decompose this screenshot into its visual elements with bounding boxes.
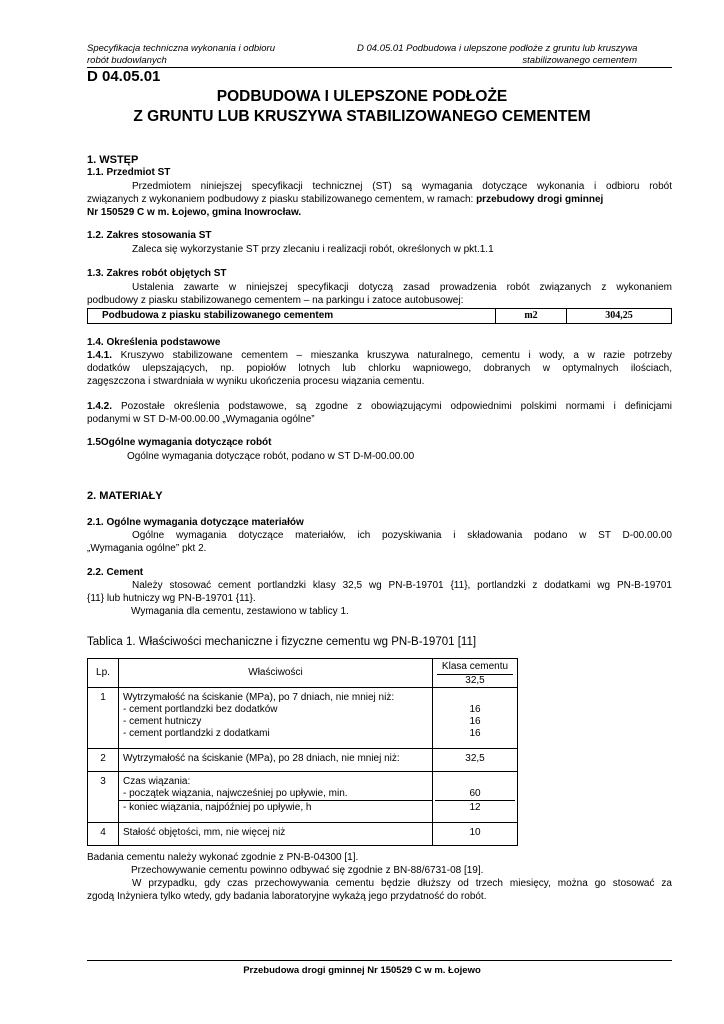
- table-row: 3 Czas wiązania: - początek wiązania, najwcześniej po upływie, min. - koniec wiązania, najpóźniej po upływie, h 60 12: [88, 772, 518, 823]
- section-1-4-2-line2: podanymi w ST D-M-00.00.00 „Wymagania ogólne”: [87, 414, 315, 425]
- section-1-1-line2: związanych z wykonaniem podbudowy z piasku stabilizowanego cementem, w ramach: przebudowy drogi gminnej: [87, 194, 604, 205]
- col-properties-header: Właściwości: [119, 659, 433, 688]
- section-1-4-heading: 1.4. Określenia podstawowe: [87, 337, 221, 348]
- after-line2: Przechowywanie cementu powinno odbywać się zgodnie z BN-88/6731-08 [19].: [131, 865, 484, 876]
- header-divider: [87, 67, 672, 68]
- section-1-2-text: Zaleca się wykorzystanie ST przy zlecaniu i realizacji robót, określonych w pkt.1.1: [132, 244, 494, 255]
- scope-table: [87, 308, 672, 324]
- section-1-4-1-line1: 1.4.1. Kruszywo stabilizowane cementem – mieszanka kruszywa naturalnego, cementu i wody, a w razie potrzeby: [87, 350, 672, 361]
- section-2-2-line1: Należy stosować cement portlandzki klasy 32,5 wg PN-B-19701 {11}, portlandzki z dodatkami wg PN-B-19701: [132, 580, 672, 591]
- col-lp-header: Lp.: [88, 659, 119, 688]
- header-left: Specyfikacja techniczna wykonania i odbioru robót budowlanych: [87, 43, 275, 66]
- footer-divider: [87, 960, 672, 961]
- section-1-2-heading: 1.2. Zakres stosowania ST: [87, 230, 212, 241]
- section-2-2-line2: {11} lub hutniczy wg PN-B-19701 {11}.: [87, 593, 256, 604]
- section-1-4-1-line2: dodatków ulepszających, np. popiołów lotnych lub chlorku wapniowego, dobranych w optymalnych ilościach,: [87, 363, 672, 374]
- header-right: D 04.05.01 Podbudowa i ulepszone podłoże z gruntu lub kruszywa stabilizowanego cementem: [357, 43, 638, 66]
- section-1-heading: 1. WSTĘP: [87, 154, 139, 166]
- after-line1: Badania cementu należy wykonać zgodnie z PN-B-04300 [1].: [87, 852, 359, 863]
- section-1-1-line3: Nr 150529 C w m. Łojewo, gmina Inowrocław.: [87, 207, 302, 218]
- scope-row: [88, 309, 672, 324]
- scope-name: Podbudowa z piasku stabilizowanego cementem: [88, 309, 496, 324]
- section-1-3-heading: 1.3. Zakres robót objętych ST: [87, 268, 227, 279]
- doc-title-line1: PODBUDOWA I ULEPSZONE PODŁOŻE: [216, 88, 508, 105]
- table-row: 1 Wytrzymałość na ściskanie (MPa), po 7 dniach, nie mniej niż: - cement portlandzki bez dodatków - cement hutniczy - cement portlandzki z dodatkami 16 16 16: [88, 688, 518, 749]
- section-1-3-line1: Ustalenia zawarte w niniejszej specyfikacji dotyczą zasad prowadzenia robót związanych z wykonaniem: [132, 282, 672, 293]
- table-1-caption: Tablica 1. Właściwości mechaniczne i fizyczne cementu wg PN-B-19701 [11]: [87, 636, 477, 648]
- cement-properties-table: [87, 658, 518, 846]
- table-row: 4 Stałość objętości, mm, nie więcej niż 10: [88, 823, 518, 846]
- section-2-heading: 2. MATERIAŁY: [87, 490, 163, 502]
- doc-title-line2: Z GRUNTU LUB KRUSZYWA STABILIZOWANEGO CEMENTEM: [133, 108, 591, 125]
- footer-text: Przebudowa drogi gminnej Nr 150529 C w m. Łojewo: [243, 965, 481, 976]
- table-row: 2 Wytrzymałość na ściskanie (MPa), po 28 dniach, nie mniej niż: 32,5: [88, 749, 518, 772]
- section-1-3-line2: podbudowy z piasku stabilizowanego cementem – na parkingu i zatoce autobusowej:: [87, 295, 464, 306]
- section-2-2-line3: Wymagania dla cementu, zestawiono w tablicy 1.: [131, 606, 349, 617]
- scope-qty: 304,25: [567, 309, 672, 324]
- after-line4: zgodą Inżyniera tylko wtedy, gdy badania laboratoryjne wykażą jego przydatność do robót.: [87, 891, 487, 902]
- after-line3: W przypadku, gdy czas przechowywania cementu będzie dłuższy od trzech miesięcy, można go stosować za: [132, 878, 672, 889]
- section-1-4-2-line1: 1.4.2. Pozostałe określenia podstawowe, są zgodne z obowiązującymi odpowiednimi polskimi normami i definicjami: [87, 401, 672, 412]
- section-1-1-line1: Przedmiotem niniejszej specyfikacji technicznej (ST) są wymagania dotyczące wykonania i odbioru robót: [132, 181, 672, 192]
- section-1-5-text: Ogólne wymagania dotyczące robót, podano w ST D-M-00.00.00: [127, 451, 415, 462]
- section-2-1-line2: „Wymagania ogólne” pkt 2.: [87, 543, 207, 554]
- section-1-1-heading: 1.1. Przedmiot ST: [87, 167, 171, 178]
- section-2-1-heading: 2.1. Ogólne wymagania dotyczące materiałów: [87, 517, 304, 528]
- table-header-row: [88, 659, 518, 688]
- section-1-5-heading: 1.5Ogólne wymagania dotyczące robót: [87, 437, 272, 448]
- section-2-2-heading: 2.2. Cement: [87, 567, 144, 578]
- doc-code: D 04.05.01: [87, 68, 161, 85]
- scope-unit: m2: [496, 309, 567, 324]
- section-2-1-line1: Ogólne wymagania dotyczące materiałów, ich pozyskiwania i składowania podano w ST D-00.00.00: [132, 530, 672, 541]
- section-1-4-1-line3: zagęszczona i stwardniała w wyniku ukończenia procesu wiązania cementu.: [87, 376, 425, 387]
- col-class-header: Klasa cementu 32,5: [433, 659, 518, 688]
